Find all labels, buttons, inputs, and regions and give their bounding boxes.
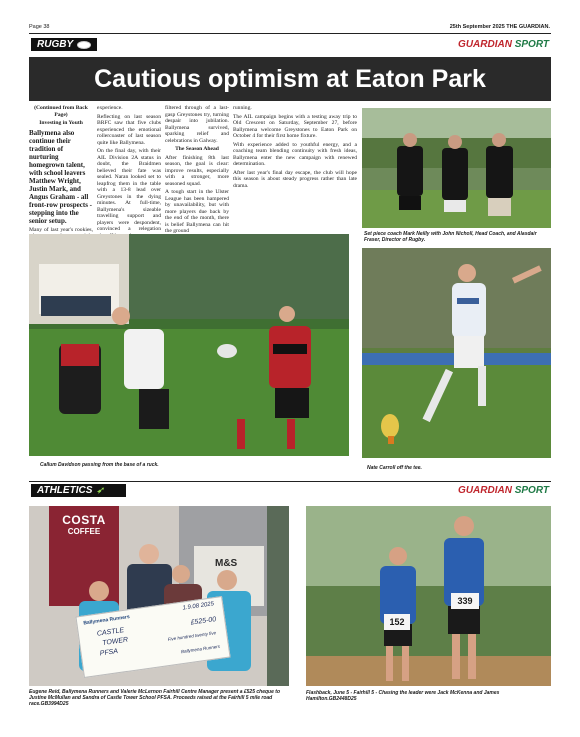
subheading-season: The Season Ahead [175,146,219,152]
caption-kick: Nate Carroll off the tee. [367,465,422,471]
guardian-sport-logo [458,39,549,50]
cheque-words: Five hundred twenty five [167,630,217,642]
race-bib-right: 339 [451,593,479,609]
brand-sport: SPORT [514,485,549,496]
race-bib-left: 152 [384,614,410,630]
caption-race: Flashback, June 5 - Fairhill 5 - Chasing the leader were Jack McKenna and James Hamilton.GB2448D25 [306,690,500,702]
photo-kick [362,248,551,458]
cheque-payee: PFSA [99,648,119,658]
photo-race [306,506,551,686]
section-tag-athletics [31,484,126,497]
article-column-2 [97,105,161,232]
section-tag-label: ATHLETICS [37,485,93,496]
photo-coaches [362,108,551,228]
paragraph: With experience added to youthful energy, and a coaching team blending continuity with fresh ideas, Ballymena enter the new campaign with renewed determination. [233,141,357,167]
guardian-sport-logo [458,485,549,496]
paragraph: The AIL campaign begins with a testing away trip to Old Crescent on Saturday, September 27, before Ballymena welcome Greystones to Eaton Park on October 4 for their first home fixture. [233,113,357,139]
store-sign-text: COFFEE [67,527,101,536]
store-sign-ms: M&S [215,558,238,569]
lead-paragraph: Ballymena also continue their tradition of nurturing homegrown talent, with school leavers Matthew Wright, Justin Mark, and Angus Graham - all front-row prospects - stepping into the senior setup. [29,128,92,225]
store-sign-text: COSTA [62,513,106,527]
paragraph: experience. [97,105,123,111]
runner-icon: ➶ [96,485,104,495]
paragraph: After last year's final day escape, the club will hope this season is about steady progress rather than late drama. [233,169,357,189]
photo-ruck [29,234,349,456]
brand-guardian: GUARDIAN [458,485,512,496]
headline-banner [29,57,551,101]
cheque-amount: £525-00 [190,616,217,627]
cheque-signature: Ballymena Runners [180,643,221,655]
section-divider [29,481,551,482]
section-tag-label: RUGBY [37,39,74,50]
page-number: Page 38 [29,24,50,30]
article-column-4 [233,105,357,232]
rugby-ball-icon [77,41,91,49]
section-tag-rugby [31,38,97,51]
paragraph: filtered through of a last-gasp Greystones try, turning despair into jubilation. Ballymena survived, sparking relief and celebrations in Galway. [165,105,229,144]
cheque-logo: Ballymena Runners [83,614,131,627]
brand-guardian: GUARDIAN [458,39,512,50]
continued-note: (Continued from Back Page) [34,105,88,118]
photo-cheque [29,506,289,686]
cheque-date: 1.9.08 2025 [182,601,215,612]
brand-sport: SPORT [514,39,549,50]
cheque-payee: CASTLE [96,627,125,638]
paragraph: After finishing 8th last season, the goal is clear: improve results, especially with a stronger, more seasoned squad. [165,154,229,187]
header-rule [29,33,551,34]
publication-date: 25th September 2025 THE GUARDIAN. [449,24,550,30]
paragraph: running. [233,105,252,111]
cheque-payee: TOWER [101,636,129,648]
paragraph: Reflecting on last season BRFC saw that five clubs experienced the emotional rollercoaster of last season quite like Ballymena. [97,113,161,146]
paragraph: On the final day, with their AIL Division 2A status in doubt, the Braidmen believed their fate was sealed. Naran looked set to leapfrog them in the table with a 13-8 lead over Greystones in the dying minutes. At full-time, Ballymena's sizeable travelling support and players were despondent, convinced a relegation [97,148,161,232]
caption-cheque: Eugene Reid, Ballymena Runners and Valerie McLernon Fairhill Centre Manager present a £525 cheque to Justine McMullan and Sandra of Castle Tower School PFSA. Proceeds raised at the Fairhill 5 mile road race.GB3994D25 [29,689,280,707]
article-column-1 [29,105,93,232]
caption-ruck: Callum Davidson passing from the base of a ruck. [40,462,159,468]
article-column-3 [165,105,229,232]
subheading-youth: Investing in Youth [39,120,83,126]
headline: Cautious optimism at Eaton Park [94,64,486,93]
paragraph: A tough start in the Ulster League has been hampered by unavailability, but with more players due back by the end of the month, there is belief Ballymena can hit the ground [165,189,229,234]
store-sign-costa [52,513,116,536]
paragraph: Many of last year's rookies, [29,226,93,233]
caption-coaches: Set piece coach Mark Neilly with John Nicholl, Head Coach, and Alasdair Fraser, Director of Rugby. [364,231,537,243]
